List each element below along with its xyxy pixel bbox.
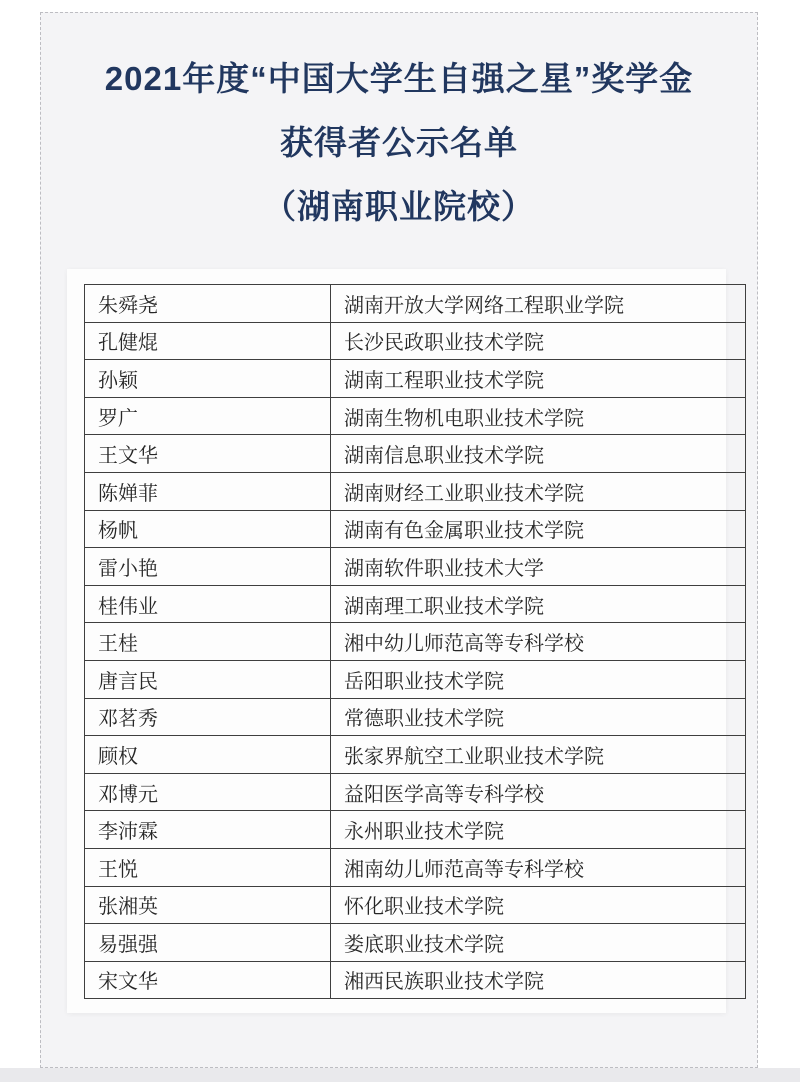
recipient-school: 湖南工程职业技术学院 (331, 360, 746, 398)
recipient-name: 李沛霖 (85, 811, 331, 849)
table-row (85, 548, 746, 586)
recipient-name: 邓茗秀 (85, 698, 331, 736)
recipient-name: 杨帆 (85, 510, 331, 548)
recipient-name: 唐言民 (85, 660, 331, 698)
bottom-margin-strip (0, 1068, 800, 1082)
table-row (85, 623, 746, 661)
recipient-school: 永州职业技术学院 (331, 811, 746, 849)
recipients-table (84, 284, 746, 999)
recipient-school: 长沙民政职业技术学院 (331, 322, 746, 360)
table-row (85, 698, 746, 736)
page-title (41, 57, 757, 229)
recipient-name: 罗广 (85, 397, 331, 435)
recipient-school: 张家界航空工业职业技术学院 (331, 736, 746, 774)
recipient-name: 朱舜尧 (85, 285, 331, 323)
recipient-school: 湖南开放大学网络工程职业学院 (331, 285, 746, 323)
title-line-2: 获得者公示名单 (280, 124, 518, 161)
recipient-school: 怀化职业技术学院 (331, 886, 746, 924)
recipient-school: 湘西民族职业技术学院 (331, 961, 746, 999)
notice-panel (40, 12, 758, 1068)
recipient-school: 湖南生物机电职业技术学院 (331, 397, 746, 435)
table-row (85, 886, 746, 924)
recipient-name: 宋文华 (85, 961, 331, 999)
table-row (85, 585, 746, 623)
recipient-school: 常德职业技术学院 (331, 698, 746, 736)
recipient-name: 王文华 (85, 435, 331, 473)
table-row (85, 397, 746, 435)
table-row (85, 472, 746, 510)
table-row (85, 660, 746, 698)
recipient-name: 陈婵菲 (85, 472, 331, 510)
recipient-school: 益阳医学高等专科学校 (331, 773, 746, 811)
table-row (85, 510, 746, 548)
recipient-name: 雷小艳 (85, 548, 331, 586)
table-row (85, 811, 746, 849)
recipient-name: 王悦 (85, 848, 331, 886)
recipient-school: 湘南幼儿师范高等专科学校 (331, 848, 746, 886)
recipient-name: 顾权 (85, 736, 331, 774)
recipient-name: 孙颖 (85, 360, 331, 398)
recipient-school: 湖南信息职业技术学院 (331, 435, 746, 473)
recipient-name: 孔健焜 (85, 322, 331, 360)
recipient-school: 岳阳职业技术学院 (331, 660, 746, 698)
table-row (85, 924, 746, 962)
table-row (85, 322, 746, 360)
recipient-name: 桂伟业 (85, 585, 331, 623)
table-row (85, 285, 746, 323)
recipient-school: 湖南有色金属职业技术学院 (331, 510, 746, 548)
recipient-name: 易强强 (85, 924, 331, 962)
table-row (85, 848, 746, 886)
table-card (67, 269, 726, 1013)
table-row (85, 961, 746, 999)
table-row (85, 773, 746, 811)
table-row (85, 360, 746, 398)
table-row (85, 435, 746, 473)
title-line-3: （湖南职业院校） (263, 188, 535, 225)
recipient-name: 王桂 (85, 623, 331, 661)
table-row (85, 736, 746, 774)
recipient-school: 湖南软件职业技术大学 (331, 548, 746, 586)
recipient-school: 湘中幼儿师范高等专科学校 (331, 623, 746, 661)
recipient-name: 张湘英 (85, 886, 331, 924)
recipient-name: 邓博元 (85, 773, 331, 811)
recipient-school: 湖南理工职业技术学院 (331, 585, 746, 623)
recipient-school: 娄底职业技术学院 (331, 924, 746, 962)
title-line-1: 2021年度“中国大学生自强之星”奖学金 (104, 60, 694, 97)
recipient-school: 湖南财经工业职业技术学院 (331, 472, 746, 510)
